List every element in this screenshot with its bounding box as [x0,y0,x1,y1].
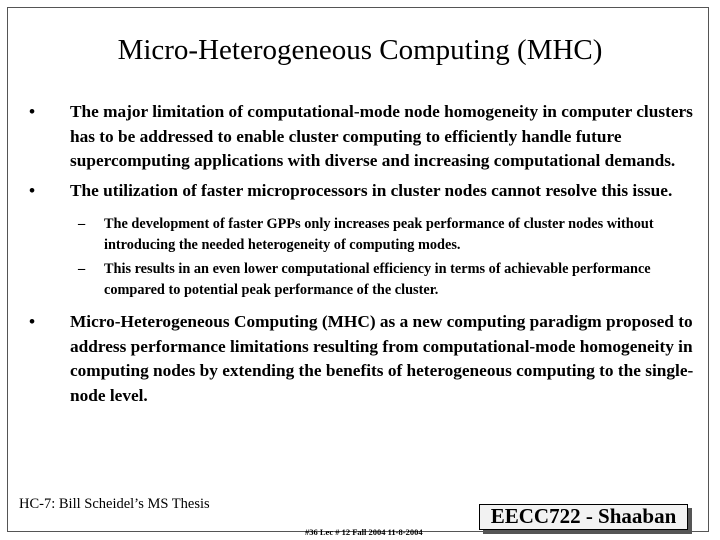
bullet-item [23,310,703,408]
dash-icon: – [78,261,86,277]
sub-bullet-text: This results in an even lower computational efficiency in terms of achievable performance compared to potential peak performance of the cluster. [104,261,651,298]
bullet-icon: • [29,180,36,200]
course-badge: EECC722 - Shaaban [479,504,688,530]
sub-bullet-item [23,214,703,256]
thesis-credit: HC-7: Bill Scheidel’s MS Thesis [19,496,210,512]
bullet-text: The utilization of faster microprocessors in cluster nodes cannot resolve this issue. [70,180,673,200]
slide-title: Micro-Heterogeneous Computing (MHC) [117,34,603,66]
sub-bullet-item [23,259,703,301]
bullet-item [23,179,703,204]
slide-info: #36 Lec # 12 Fall 2004 11-8-2004 [305,527,423,537]
sub-bullet-text: The development of faster GPPs only increases peak performance of cluster nodes without introducing the needed heterogeneity of computing modes. [104,216,654,253]
bullet-item [23,100,703,174]
dash-icon: – [78,216,86,232]
bullet-text: Micro-Heterogeneous Computing (MHC) as a new computing paradigm proposed to address performance limitations resulting from computational-mode homogeneity in computing nodes by extending the benefits of heterogeneous computing to the single-node level. [70,312,694,405]
bullet-icon: • [29,312,36,331]
bullet-text: The major limitation of computational-mode node homogeneity in computer clusters has to be addressed to enable cluster computing to efficiently handle future supercomputing applications with diverse and increasing computational demands. [70,102,693,170]
slide-content [23,100,703,408]
bullet-icon: • [29,102,36,121]
